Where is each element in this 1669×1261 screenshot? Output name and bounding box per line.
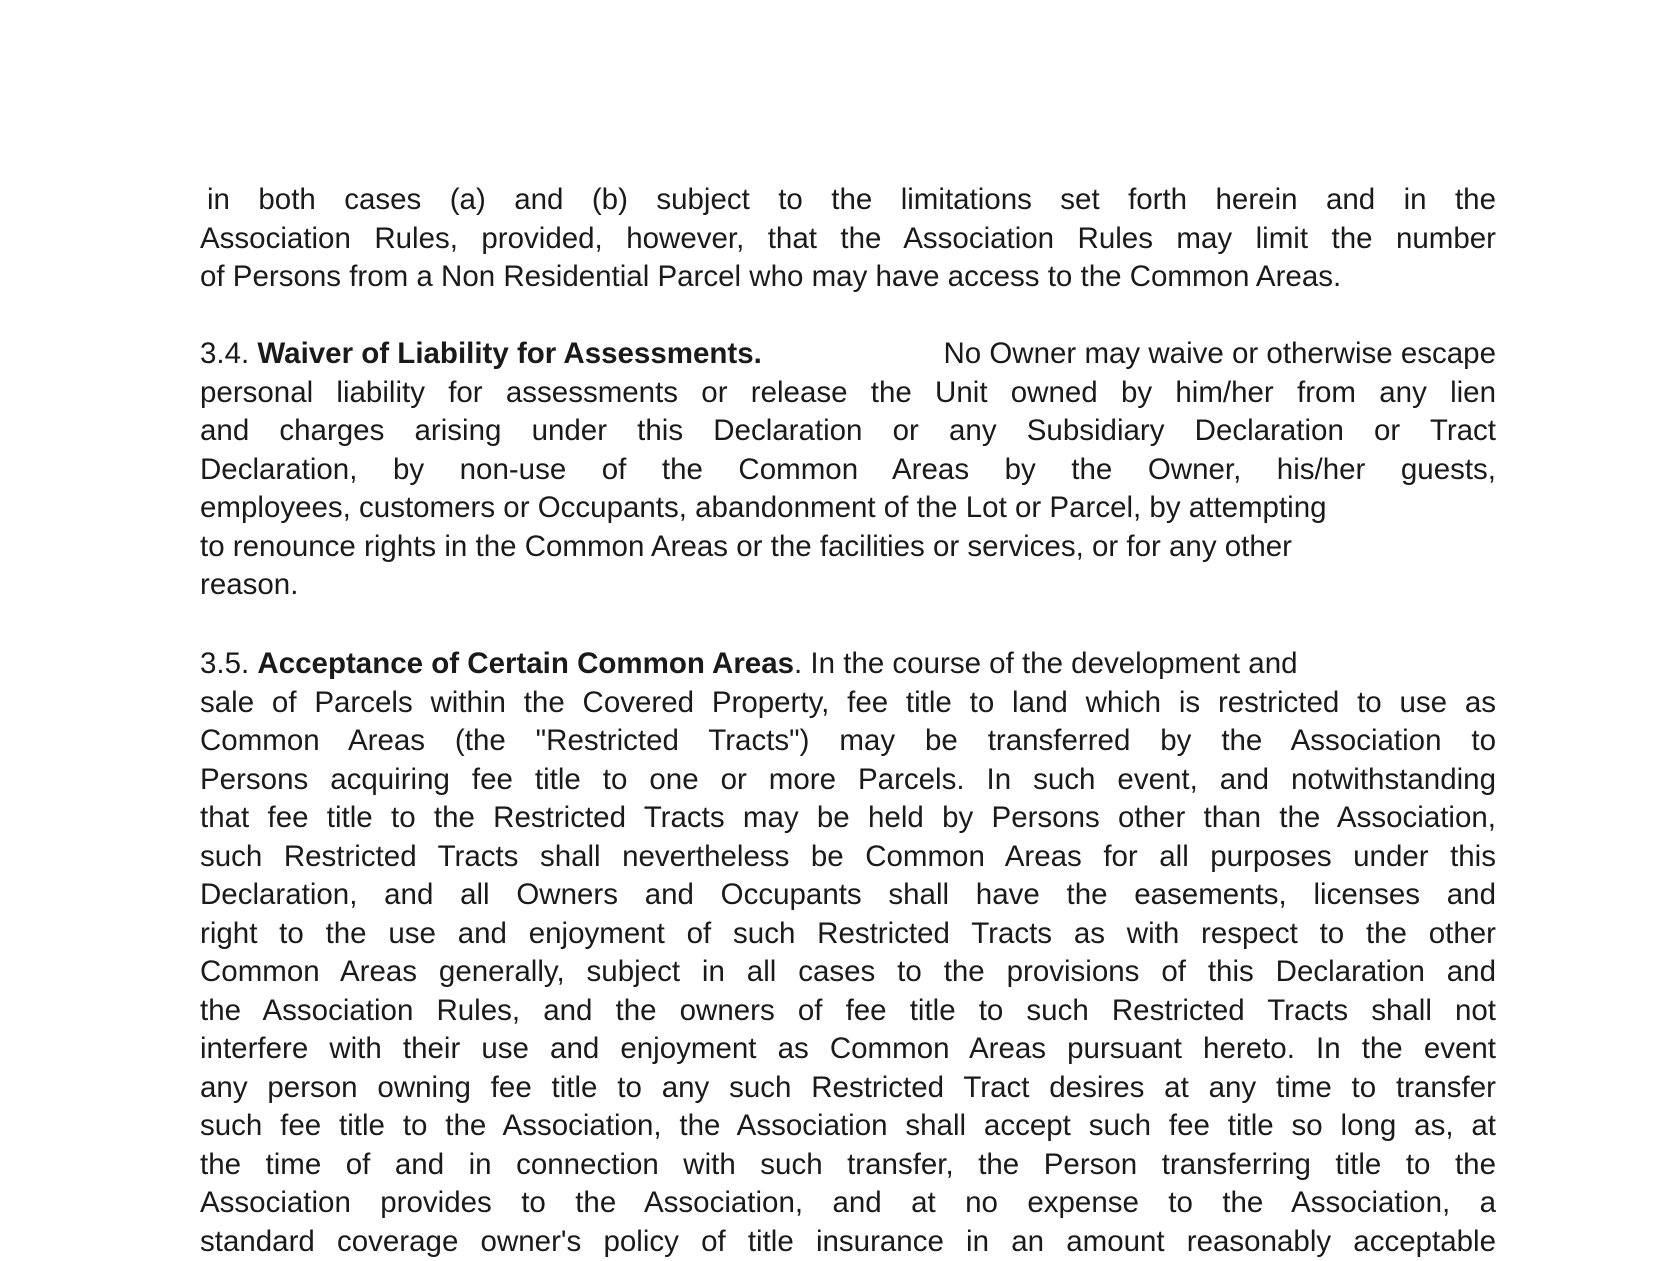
section-title: Acceptance of Certain Common Areas <box>257 647 794 680</box>
paragraph-line: Common Areas generally, subject in all cases to the provisions of this Declaration and <box>200 953 1496 992</box>
section-3-5 <box>200 645 1496 1261</box>
section-heading <box>200 645 1298 684</box>
paragraph-line: personal liability for assessments or release the Unit owned by him/her from any lien <box>200 374 1496 413</box>
paragraph-line: sale of Parcels within the Covered Property, fee title to land which is restricted to use as <box>200 684 1496 723</box>
section-heading <box>200 335 762 374</box>
section-number: 3.4. <box>200 337 249 370</box>
paragraph-line: the time of and in connection with such transfer, the Person transferring title to the <box>200 1146 1496 1185</box>
paragraph-line: to renounce rights in the Common Areas or the facilities or services, or for any other <box>200 528 1496 567</box>
section-title: Waiver of Liability for Assessments. <box>257 337 761 370</box>
paragraph-line: Persons acquiring fee title to one or more Parcels. In such event, and notwithstanding <box>200 761 1496 800</box>
paragraph-line: that fee title to the Restricted Tracts may be held by Persons other than the Association, <box>200 799 1496 838</box>
paragraph-line: Declaration, by non-use of the Common Areas by the Owner, his/her guests, <box>200 451 1496 490</box>
section-first-line-text: . In the course of the development and <box>794 647 1297 680</box>
paragraph-line: the Association Rules, and the owners of fee title to such Restricted Tracts shall not <box>200 992 1496 1031</box>
continuation-paragraph <box>200 181 1496 297</box>
paragraph-line: right to the use and enjoyment of such Restricted Tracts as with respect to the other <box>200 915 1496 954</box>
paragraph-line: any person owning fee title to any such Restricted Tract desires at any time to transfer <box>200 1069 1496 1108</box>
paragraph-line: Association Rules, provided, however, that the Association Rules may limit the number <box>200 220 1496 259</box>
paragraph-line: Association provides to the Association, and at no expense to the Association, a <box>200 1184 1496 1223</box>
paragraph-line: in both cases (a) and (b) subject to the limitations set forth herein and in the <box>200 181 1496 220</box>
paragraph-line: Declaration, and all Owners and Occupants shall have the easements, licenses and <box>200 876 1496 915</box>
section-heading-line <box>200 645 1496 684</box>
paragraph-line: of Persons from a Non Residential Parcel who may have access to the Common Areas. <box>200 258 1496 297</box>
paragraph-line: standard coverage owner's policy of title insurance in an amount reasonably acceptable <box>200 1223 1496 1261</box>
section-number: 3.5. <box>200 647 249 680</box>
paragraph-line: such fee title to the Association, the Association shall accept such fee title so long as, at <box>200 1107 1496 1146</box>
paragraph-line: employees, customers or Occupants, abandonment of the Lot or Parcel, by attempting <box>200 489 1496 528</box>
paragraph-line: such Restricted Tracts shall nevertheless be Common Areas for all purposes under this <box>200 838 1496 877</box>
paragraph-line: reason. <box>200 566 1496 605</box>
paragraph-line: interfere with their use and enjoyment as Common Areas pursuant hereto. In the event <box>200 1030 1496 1069</box>
paragraph-line: and charges arising under this Declaration or any Subsidiary Declaration or Tract <box>200 412 1496 451</box>
paragraph-line: Common Areas (the "Restricted Tracts") may be transferred by the Association to <box>200 722 1496 761</box>
section-first-line-text: No Owner may waive or otherwise escape <box>943 335 1496 374</box>
section-3-4 <box>200 335 1496 605</box>
section-heading-line <box>200 335 1496 374</box>
